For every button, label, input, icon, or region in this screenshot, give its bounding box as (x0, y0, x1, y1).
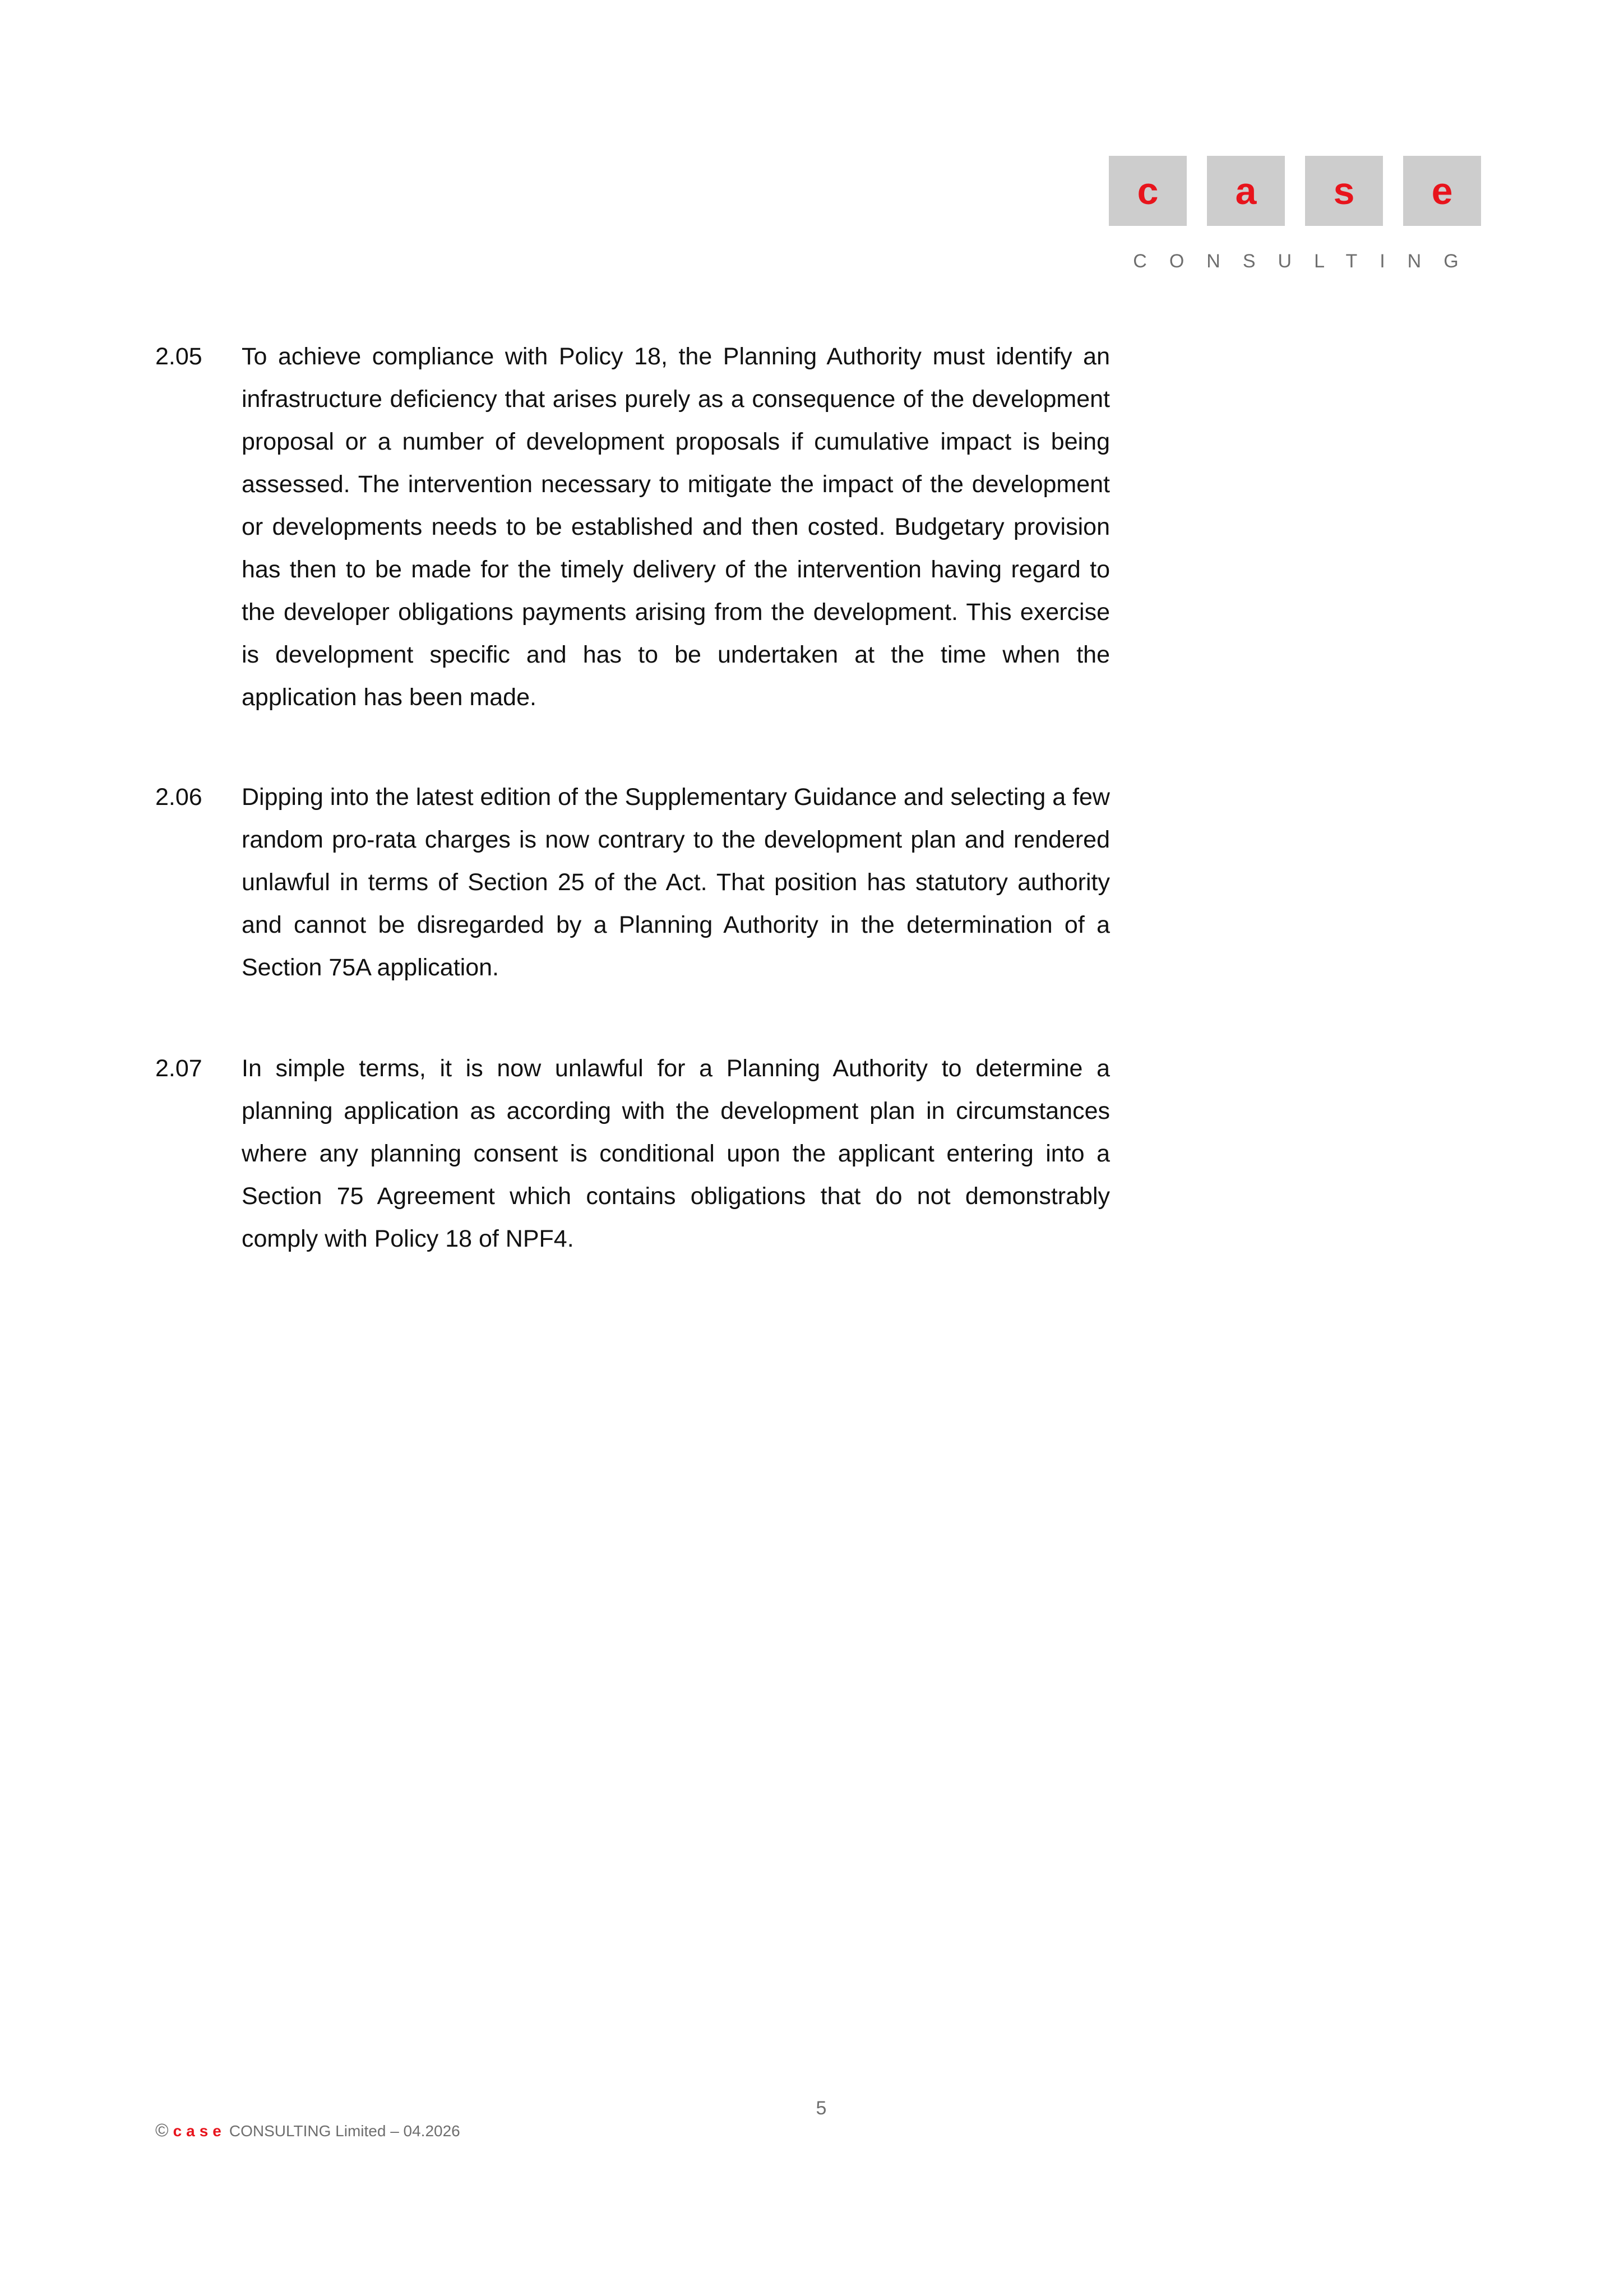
company-logo (1109, 156, 1483, 272)
page-number: 5 (816, 2098, 827, 2119)
paragraph-text: Dipping into the latest edition of the Supplementary Guidance and selecting a few random pro-rata charges is now contrary to the development plan and rendered unlawful in terms of Section 25 of the Act. That position has statutory authority and cannot be disregarded by a Planning Authority in the determination of a Section 75A application. (242, 784, 1110, 981)
copyright-symbol: © (155, 2120, 169, 2140)
logo-boxes (1109, 156, 1483, 226)
paragraph-2-05 (155, 335, 1110, 719)
logo-letter-s: s (1305, 156, 1383, 226)
logo-subtitle: CONSULTING (1133, 251, 1481, 272)
paragraph-number: 2.07 (155, 1055, 202, 1082)
logo-letter-e: e (1403, 156, 1481, 226)
paragraph-number: 2.06 (155, 784, 202, 811)
logo-letter-a: a (1207, 156, 1285, 226)
paragraph-number: 2.05 (155, 343, 202, 370)
paragraph-2-07 (155, 1047, 1110, 1260)
paragraph-2-06 (155, 776, 1110, 989)
footer-copyright (155, 2120, 460, 2141)
footer-text: CONSULTING Limited – 04.2026 (229, 2122, 460, 2140)
footer-brand: case (173, 2122, 226, 2140)
paragraph-text: To achieve compliance with Policy 18, the Planning Authority must identify an infrastructure deficiency that arises purely as a consequence of the development proposal or a number of development proposals if cumulative impact is being assessed. The intervention necessary to mitigate the impact of the development or developments needs to be established and then costed. Budgetary provision has then to be made for the timely delivery of the intervention having regard to the developer obligations payments arising from the development. This exercise is development specific and has to be undertaken at the time when the application has been made. (242, 343, 1110, 711)
paragraph-text: In simple terms, it is now unlawful for a Planning Authority to determine a planning application as according with the development plan in circumstances where any planning consent is conditional upon the applicant entering into a Section 75 Agreement which contains obligations that do not demonstrably comply with Policy 18 of NPF4. (242, 1055, 1110, 1252)
logo-letter-c: c (1109, 156, 1187, 226)
